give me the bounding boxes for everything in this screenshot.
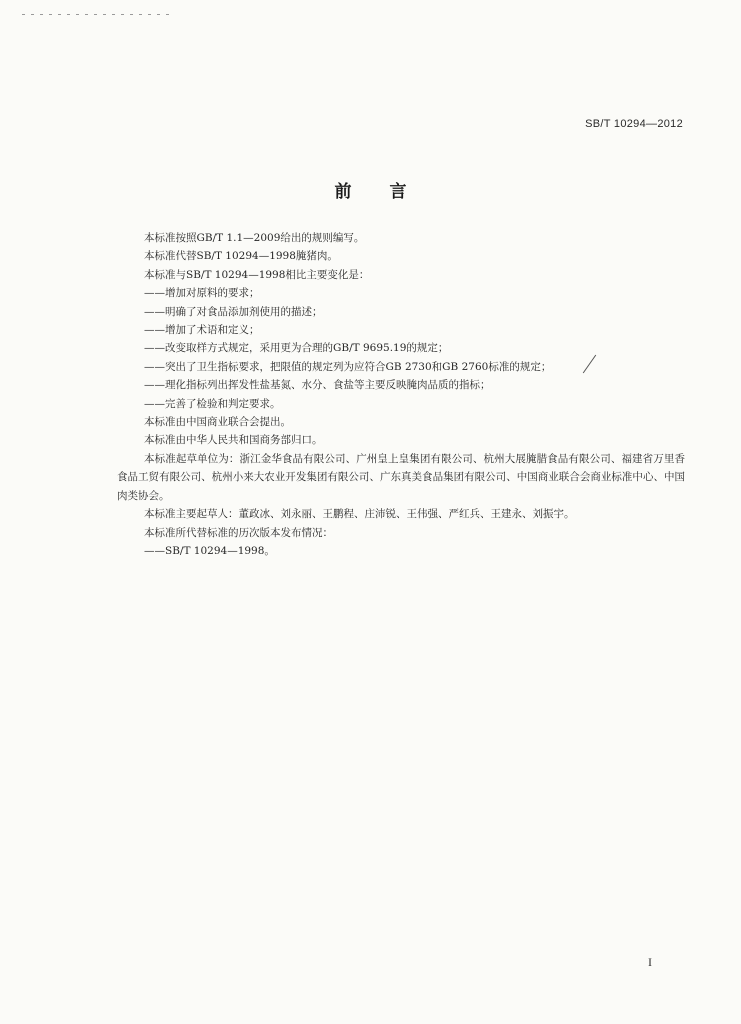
list-item-change: ——突出了卫生指标要求，把限值的规定列为应符合GB 2730和GB 2760标准的规定； <box>144 360 552 373</box>
list-item-change: ——改变取样方式规定，采用更为合理的GB/T 9695.19的规定； <box>144 342 449 355</box>
standard-code: SB/T 10294—2012 <box>585 118 683 130</box>
paragraph-drafting-rules: 本标准按照GB/T 1.1—2009给出的规则编写。 <box>144 232 365 244</box>
list-item-change: ——增加了术语和定义； <box>144 324 260 337</box>
paragraph-changes-intro: 本标准与SB/T 10294—1998相比主要变化是： <box>144 268 370 281</box>
paragraph-drafting-units: 本标准起草单位为：浙江金华食品有限公司、广州皇上皇集团有限公司、杭州大展腌腊食品有限公司、福建省万里香食品工贸有限公司、杭州小来大农业开发集团有限公司、广东真美食品集团有限公司、中国商业联合会商业标准中心、中国肉类协会。 <box>117 452 685 502</box>
paragraph-drafters: 本标准主要起草人：董政冰、刘永丽、王鹏程、庄沛锐、王伟强、严红兵、王建永、刘振宇。 <box>144 508 575 521</box>
page-title: 前言 <box>334 182 445 202</box>
foreword-body <box>117 229 685 560</box>
paragraph-administered-by: 本标准由中华人民共和国商务部归口。 <box>144 434 323 447</box>
list-item-previous-version: ——SB/T 10294—1998。 <box>144 544 275 557</box>
page-number: I <box>648 955 652 969</box>
list-item-change: ——理化指标列出挥发性盐基氮、水分、食盐等主要反映腌肉品质的指标； <box>144 379 491 392</box>
paragraph-replaces: 本标准代替SB/T 10294—1998腌猪肉。 <box>144 250 338 263</box>
paragraph-proposed-by: 本标准由中国商业联合会提出。 <box>144 416 291 429</box>
list-item-change: ——完善了检验和判定要求。 <box>144 397 281 410</box>
scan-artifact-dashes <box>22 14 172 15</box>
list-item-change: ——增加对原料的要求； <box>144 287 260 300</box>
paragraph-version-history: 本标准所代替标准的历次版本发布情况： <box>144 526 333 539</box>
list-item-change: ——明确了对食品添加剂使用的描述； <box>144 305 323 318</box>
